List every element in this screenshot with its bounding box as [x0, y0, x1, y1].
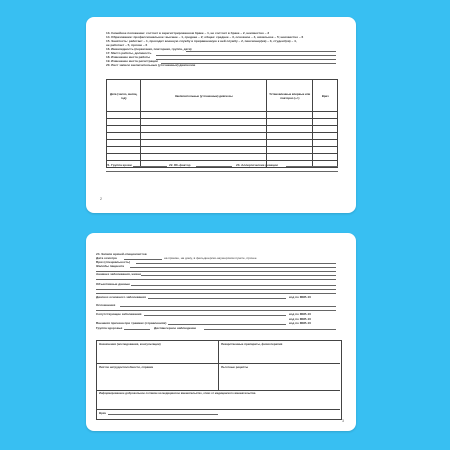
icd-code-comorbid-2: код по МКБ-10 — [289, 317, 311, 321]
blood-group-label: 21. Группа крови — [106, 163, 132, 167]
comorbid-label: Сопутствующие заболевания — [96, 312, 142, 316]
icd-code-external: код по МКБ-10 — [289, 321, 311, 325]
col-doctor: Врач — [313, 80, 338, 112]
item-education: 14. Образование: профессиональное: высшее – 1, среднее – 2; общее: среднее – 3, основное – 4, начальное – 5; неизвестно – 6 — [106, 35, 304, 39]
dispensary-label: Диспансерное наблюдение — [154, 326, 197, 330]
item-employment: 15. Занятость: работает – 1, проходит военную службу и приравненную к ней службу – 2, пенсионер(ка) – 3, студент(ка) – 4, — [106, 39, 297, 43]
rule — [96, 289, 336, 290]
visit-place-text: на приеме, на дому, в фельдшерско-акушерском пункте, прочее — [164, 256, 257, 260]
exam-date-label: Дата осмотра — [96, 256, 117, 260]
rule — [204, 329, 336, 330]
table-row — [107, 154, 338, 161]
diagnoses-table — [106, 79, 338, 168]
rule — [96, 279, 336, 280]
doctor-signature-label: Врач — [99, 411, 107, 415]
form-page-right — [86, 233, 356, 431]
sick-leave-label: Листок нетрудоспособности, справка — [99, 365, 154, 369]
rule — [96, 310, 336, 311]
form-page-left — [86, 17, 356, 213]
rh-factor-label: 22. Rh-фактор — [169, 163, 191, 167]
rule — [148, 298, 286, 299]
rule — [286, 166, 338, 167]
rule — [196, 166, 232, 167]
table-row — [107, 112, 338, 119]
grid-divider — [96, 390, 340, 391]
consent-label: Информированное добровольное согласие на медицинское вмешательство, отказ от медицинского вмешательства — [99, 392, 256, 395]
item-diagnoses-sheet: 20. Лист записи заключительных (уточненных) диагнозов — [106, 63, 196, 67]
rule — [108, 414, 218, 415]
anamnesis-label: Анамнез заболевания, жизни — [96, 272, 141, 276]
item-workplace-change: 18. Изменение места работы — [106, 55, 151, 59]
item-workplace: 17. Место работы, должность — [106, 51, 152, 55]
rule — [168, 324, 286, 325]
rule — [120, 306, 336, 307]
complaints-label: Жалобы пациента — [96, 264, 124, 268]
table-row — [107, 126, 338, 133]
rule — [96, 293, 336, 294]
drugs-label: Лекарственные препараты, физиотерапия — [221, 342, 283, 346]
preferential-prescriptions-label: Льготные рецепты — [221, 365, 249, 369]
icd-code-comorbid-1: код по МКБ-10 — [289, 312, 311, 316]
grid-divider — [96, 409, 340, 410]
health-group-label: Группа здоровья — [96, 326, 123, 330]
rule — [106, 171, 338, 172]
page-number: 3 — [342, 419, 344, 423]
complications-label: Осложнения — [96, 303, 116, 307]
item-employment-cont: не работает – 5, прочие – 6 — [106, 43, 148, 47]
objective-label: Объективные данные — [96, 282, 130, 286]
page-number: 2 — [100, 197, 102, 201]
exams-label: Назначения (исследования, консультации) — [99, 342, 161, 346]
table-row — [107, 140, 338, 147]
prescriptions-grid — [96, 340, 342, 420]
rule — [130, 267, 336, 268]
table-row — [107, 119, 338, 126]
grid-divider — [96, 363, 340, 364]
rule — [144, 315, 286, 316]
main-diagnosis-label: Диагноз основного заболевания — [96, 295, 146, 299]
allergy-label: 23. Аллергические реакции — [236, 163, 278, 167]
rule — [136, 263, 336, 264]
rule — [131, 285, 336, 286]
grid-divider-vertical — [218, 340, 219, 390]
rule — [133, 166, 167, 167]
specialists-title: 24. Записи врачей-специалистов — [96, 252, 147, 256]
table-row — [107, 147, 338, 154]
item-disability: 16. Инвалидность (первичная, повторная, группа, дата) — [106, 47, 192, 51]
table-row — [107, 133, 338, 140]
item-registration-change: 19. Изменение места регистрации — [106, 59, 158, 63]
icd-code-main: код по МКБ-10 — [289, 295, 311, 299]
rule — [141, 275, 336, 276]
rule — [124, 329, 150, 330]
col-diagnosis: Заключительные (уточненные) диагнозы — [141, 80, 267, 112]
doctor-specialty-label: Врач (специальность) — [96, 260, 131, 264]
col-date: Дата (число, месяц, год) — [107, 80, 141, 112]
item-marital-status: 13. Семейное положение: состоит в зарегистрированном браке – 1, не состоит в браке – 2, неизвестно – 3 — [106, 31, 270, 35]
external-cause-label: Внешняя причина при травмах (отравлениях) — [96, 321, 167, 325]
col-first-time: Установленные впервые или повторно (+/-) — [267, 80, 313, 112]
